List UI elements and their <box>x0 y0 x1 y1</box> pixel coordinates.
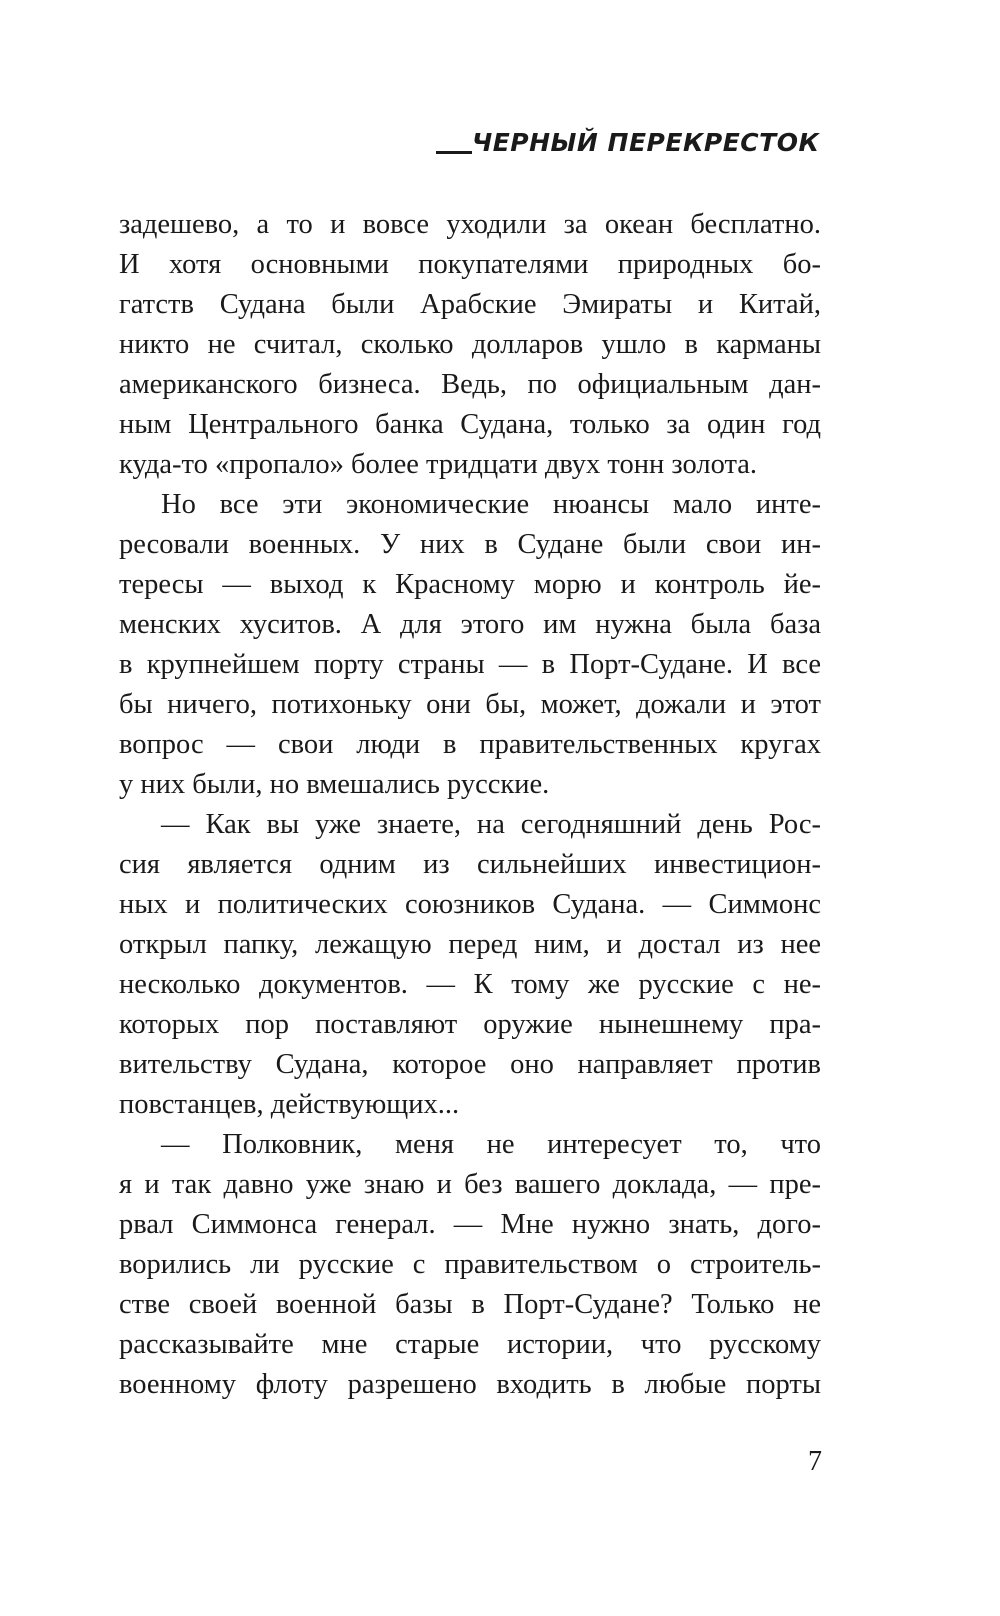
text-line: рвал Симмонса генерал. — Мне нужно знать, дого- <box>119 1209 821 1240</box>
text-line: я и так давно уже знаю и без вашего доклада, — пре- <box>119 1169 821 1200</box>
text-line: ворились ли русские с правительством о строитель- <box>119 1249 821 1280</box>
text-line: — Как вы уже знаете, на сегодняшний день Рос- <box>161 809 821 840</box>
text-line: Но все эти экономические нюансы мало инте- <box>161 489 821 520</box>
text-line: вопрос — свои люди в правительственных кругах <box>119 729 821 760</box>
text-line: несколько документов. — К тому же русские с не- <box>119 969 821 1000</box>
text-line: у них были, но вмешались русские. <box>119 769 550 800</box>
header-rule <box>436 151 472 154</box>
text-line: американского бизнеса. Ведь, по официальным дан- <box>119 369 821 400</box>
book-title: ЧЕРНЫЙ ПЕРЕКРЕСТОК <box>472 128 820 157</box>
text-line: гатств Судана были Арабские Эмираты и Китай, <box>119 289 821 320</box>
text-line: куда-то «пропало» более тридцати двух тонн золота. <box>119 449 758 480</box>
text-line: менских хуситов. А для этого им нужна была база <box>119 609 821 640</box>
body-text <box>119 205 821 1405</box>
text-line: тересы — выход к Красному морю и контроль йе- <box>119 569 821 600</box>
text-line: военному флоту разрешено входить в любые порты <box>119 1369 821 1400</box>
text-line: вительству Судана, которое оно направляет против <box>119 1049 821 1080</box>
text-line: рассказывайте мне старые истории, что русскому <box>119 1329 821 1360</box>
text-line: повстанцев, действующих... <box>119 1089 460 1120</box>
text-line: сия является одним из сильнейших инвестицион- <box>119 849 821 880</box>
text-line: в крупнейшем порту страны — в Порт-Судане. И все <box>119 649 821 680</box>
running-header <box>436 128 822 162</box>
text-line: ных и политических союзников Судана. — Симмонс <box>119 889 821 920</box>
text-line: бы ничего, потихоньку они бы, может, дожали и этот <box>119 689 821 720</box>
text-line: И хотя основными покупателями природных бо- <box>119 249 821 280</box>
text-line: задешево, а то и вовсе уходили за океан бесплатно. <box>119 209 821 240</box>
page-number: 7 <box>808 1446 822 1477</box>
text-line: открыл папку, лежащую перед ним, и достал из нее <box>119 929 821 960</box>
text-line: ресовали военных. У них в Судане были свои ин- <box>119 529 821 560</box>
text-line: стве своей военной базы в Порт-Судане? Только не <box>119 1289 821 1320</box>
text-line: никто не считал, сколько долларов ушло в карманы <box>119 329 821 360</box>
text-line: ным Центрального банка Судана, только за один год <box>119 409 821 440</box>
text-line: — Полковник, меня не интересует то, что <box>161 1129 821 1160</box>
text-line: которых пор поставляют оружие нынешнему пра- <box>119 1009 821 1040</box>
